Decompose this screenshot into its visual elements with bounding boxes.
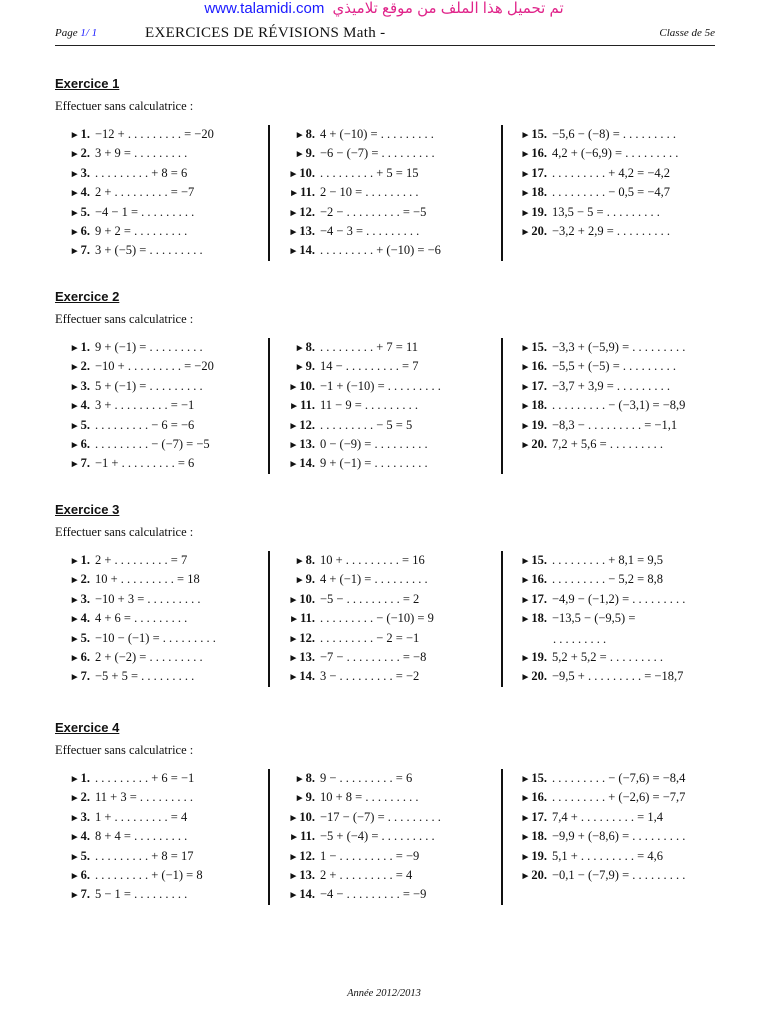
item-expression: 2 + . . . . . . . . . = 4 [320, 867, 413, 882]
item-expression: 9 + (−1) = . . . . . . . . . [320, 456, 428, 471]
item-expression: 10 + 8 = . . . . . . . . . [320, 790, 419, 805]
item-expression: . . . . . . . . . + 8 = 6 [95, 165, 188, 180]
item-number: ► 16. [515, 357, 547, 377]
item-number: ► 9. [283, 357, 315, 377]
item-expression: −3,3 + (−5,9) = . . . . . . . . . [552, 340, 686, 354]
item-expression: 10 + . . . . . . . . . = 18 [95, 572, 200, 587]
exercise-columns [55, 551, 720, 691]
item-expression: −4 − 1 = . . . . . . . . . [95, 204, 195, 219]
column-2 [283, 338, 498, 474]
page-number-link[interactable]: 1/ 1 [80, 27, 98, 39]
item-number: ► 13. [283, 222, 315, 242]
exercise-item [60, 866, 275, 885]
column-3 [515, 125, 730, 241]
exercise-item [515, 416, 730, 435]
item-expression: . . . . . . . . . − (−7) = −5 [95, 436, 210, 451]
item-number: ► 2. [60, 357, 90, 377]
exercise-item [283, 183, 498, 202]
item-expression: −10 − (−1) = . . . . . . . . . [95, 630, 216, 645]
item-expression: . . . . . . . . . − (−7,6) = −8,4 [552, 771, 686, 785]
exercise-item [283, 827, 498, 846]
exercise-item [60, 769, 275, 788]
item-expression: 3 + 9 = . . . . . . . . . [95, 146, 188, 161]
exercise-item [515, 125, 730, 144]
exercise-item [515, 609, 730, 648]
exercise-item [283, 203, 498, 222]
exercise-item [515, 769, 730, 788]
exercise-item [515, 667, 730, 686]
item-expression: 13,5 − 5 = . . . . . . . . . [552, 204, 660, 219]
item-expression: −4 − . . . . . . . . . = −9 [320, 887, 427, 902]
exercise-item [60, 203, 275, 222]
item-number: ► 10. [283, 164, 315, 184]
exercise-columns [55, 125, 720, 265]
item-expression: . . . . . . . . . − (−10) = 9 [320, 611, 434, 626]
exercise-item [515, 808, 730, 827]
item-expression: −17 − (−7) = . . . . . . . . . [320, 809, 441, 824]
item-number: ► 8. [283, 551, 315, 571]
item-number: ► 11. [283, 609, 315, 629]
item-number: ► 18. [515, 609, 547, 629]
item-expression: 2 + . . . . . . . . . = 7 [95, 553, 188, 567]
exercise-3 [55, 501, 720, 684]
item-number: ► 5. [60, 203, 90, 223]
column-divider [501, 125, 503, 261]
item-expression: −5 − . . . . . . . . . = 2 [320, 591, 420, 606]
item-number: ► 3. [60, 377, 90, 397]
item-number: ► 18. [515, 396, 547, 416]
item-number: ► 2. [60, 570, 90, 590]
exercise-instruction: Effectuer sans calculatrice : [55, 312, 194, 326]
exercise-item [60, 629, 275, 648]
item-expression: 9 + 2 = . . . . . . . . . [95, 223, 188, 238]
exercise-item [60, 827, 275, 846]
item-number: ► 12. [283, 629, 315, 649]
item-expression: 3 − . . . . . . . . . = −2 [320, 669, 420, 684]
item-expression: 5,2 + 5,2 = . . . . . . . . . [552, 649, 663, 664]
item-number: ► 6. [60, 435, 90, 455]
exercise-item [60, 222, 275, 241]
exercise-item [60, 847, 275, 866]
item-expression: −13,5 − (−9,5) = [552, 611, 636, 626]
exercise-item [60, 164, 275, 183]
item-number: ► 11. [283, 183, 315, 203]
item-expression: . . . . . . . . . + 6 = −1 [95, 771, 195, 785]
exercise-item [60, 357, 275, 376]
item-number: ► 3. [60, 164, 90, 184]
item-number: ► 6. [60, 648, 90, 668]
item-expression-continued: . . . . . . . . . [553, 631, 607, 646]
column-1 [60, 338, 275, 474]
item-number: ► 19. [515, 648, 547, 668]
exercise-item [515, 648, 730, 667]
exercise-item [60, 609, 275, 628]
item-number: ► 12. [283, 203, 315, 223]
item-expression: −8,3 − . . . . . . . . . = −1,1 [552, 417, 678, 432]
column-1 [60, 769, 275, 905]
exercise-item [515, 435, 730, 454]
item-expression: −5 + 5 = . . . . . . . . . [95, 669, 195, 684]
exercise-item [283, 338, 498, 357]
item-number: ► 17. [515, 590, 547, 610]
item-number: ► 20. [515, 866, 547, 886]
item-number: ► 1. [60, 551, 90, 571]
exercise-instruction: Effectuer sans calculatrice : [55, 99, 194, 113]
item-expression: −6 − (−7) = . . . . . . . . . [320, 146, 435, 161]
item-number: ► 3. [60, 590, 90, 610]
site-banner [0, 0, 768, 18]
item-expression: 8 + 4 = . . . . . . . . . [95, 829, 188, 844]
item-expression: −3,7 + 3,9 = . . . . . . . . . [552, 378, 671, 393]
item-number: ► 13. [283, 648, 315, 668]
exercise-item [283, 125, 498, 144]
item-number: ► 18. [515, 183, 547, 203]
item-number: ► 5. [60, 847, 90, 867]
item-expression: 7,4 + . . . . . . . . . = 1,4 [552, 809, 663, 824]
item-expression: . . . . . . . . . + (−10) = −6 [320, 243, 441, 258]
download-notice: تم تحميل هذا الملف من موقع تلاميذي [332, 0, 564, 17]
item-number: ► 20. [515, 222, 547, 242]
exercise-columns [55, 769, 720, 909]
exercise-item [283, 885, 498, 904]
item-expression: . . . . . . . . . − (−3,1) = −8,9 [552, 398, 686, 413]
exercise-item [283, 788, 498, 807]
item-number: ► 19. [515, 416, 547, 436]
exercise-item [283, 377, 498, 396]
column-divider [501, 551, 503, 687]
exercise-item [515, 570, 730, 589]
item-number: ► 11. [283, 396, 315, 416]
item-expression: 1 − . . . . . . . . . = −9 [320, 848, 420, 863]
exercise-item [515, 222, 730, 241]
column-2 [283, 769, 498, 905]
item-number: ► 13. [283, 866, 315, 886]
exercise-item [515, 827, 730, 846]
item-expression: 3 + . . . . . . . . . = −1 [95, 398, 195, 413]
exercise-item [60, 648, 275, 667]
item-expression: −0,1 − (−7,9) = . . . . . . . . . [552, 867, 686, 882]
item-number: ► 14. [283, 885, 315, 905]
item-expression: 4 + (−1) = . . . . . . . . . [320, 572, 428, 587]
item-expression: −1 + (−10) = . . . . . . . . . [320, 378, 441, 393]
exercise-columns [55, 338, 720, 478]
exercise-item [515, 338, 730, 357]
column-divider [501, 769, 503, 905]
item-number: ► 19. [515, 203, 547, 223]
exercise-item [283, 435, 498, 454]
item-number: ► 20. [515, 435, 547, 455]
item-number: ► 5. [60, 416, 90, 436]
exercise-item [515, 357, 730, 376]
item-expression: 9 − . . . . . . . . . = 6 [320, 771, 413, 785]
item-number: ► 14. [283, 241, 315, 261]
item-expression: −1 + . . . . . . . . . = 6 [95, 456, 195, 471]
item-number: ► 12. [283, 416, 315, 436]
item-expression: . . . . . . . . . − 2 = −1 [320, 630, 420, 645]
exercise-item [60, 590, 275, 609]
exercise-item [515, 866, 730, 885]
column-2 [283, 125, 498, 261]
exercise-item [283, 808, 498, 827]
exercise-item [283, 667, 498, 686]
exercise-item [60, 570, 275, 589]
exercise-item [283, 847, 498, 866]
exercise-item [515, 788, 730, 807]
item-number: ► 18. [515, 827, 547, 847]
item-number: ► 17. [515, 377, 547, 397]
item-expression: −5 + (−4) = . . . . . . . . . [320, 829, 435, 844]
item-expression: . . . . . . . . . + 8 = 17 [95, 848, 194, 863]
item-expression: 11 + 3 = . . . . . . . . . [95, 790, 194, 805]
exercise-item [515, 203, 730, 222]
page-indicator [55, 27, 97, 39]
item-number: ► 2. [60, 144, 90, 164]
exercise-1 [55, 75, 720, 258]
exercise-item [60, 885, 275, 904]
item-expression: 4 + (−10) = . . . . . . . . . [320, 127, 434, 141]
item-expression: −5,6 − (−8) = . . . . . . . . . [552, 127, 677, 141]
column-1 [60, 125, 275, 261]
item-number: ► 5. [60, 629, 90, 649]
item-expression: −10 + 3 = . . . . . . . . . [95, 591, 201, 606]
item-number: ► 12. [283, 847, 315, 867]
item-number: ► 8. [283, 125, 315, 145]
exercise-item [515, 590, 730, 609]
item-expression: 5 − 1 = . . . . . . . . . [95, 887, 188, 902]
item-expression: −5,5 + (−5) = . . . . . . . . . [552, 359, 677, 374]
exercise-item [283, 590, 498, 609]
item-expression: −4 − 3 = . . . . . . . . . [320, 223, 420, 238]
item-expression: . . . . . . . . . + 7 = 11 [320, 340, 419, 354]
item-number: ► 6. [60, 222, 90, 242]
item-number: ► 7. [60, 241, 90, 261]
item-expression: . . . . . . . . . − 0,5 = −4,7 [552, 185, 671, 200]
item-expression: . . . . . . . . . − 6 = −6 [95, 417, 195, 432]
item-expression: . . . . . . . . . + 4,2 = −4,2 [552, 165, 671, 180]
exercise-item [283, 222, 498, 241]
exercise-item [60, 808, 275, 827]
exercise-item [515, 164, 730, 183]
exercise-item [283, 396, 498, 415]
page-label: Page [55, 27, 78, 39]
item-number: ► 10. [283, 590, 315, 610]
item-number: ► 17. [515, 164, 547, 184]
exercise-item [60, 183, 275, 202]
exercise-item [60, 454, 275, 473]
item-expression: 5,1 + . . . . . . . . . = 4,6 [552, 848, 663, 863]
item-expression: 14 − . . . . . . . . . = 7 [320, 359, 419, 374]
item-number: ► 19. [515, 847, 547, 867]
document-title: EXERCICES DE RÉVISIONS Math - [145, 25, 386, 41]
column-3 [515, 551, 730, 687]
item-number: ► 9. [283, 570, 315, 590]
item-number: ► 14. [283, 454, 315, 474]
column-1 [60, 551, 275, 687]
item-number: ► 4. [60, 827, 90, 847]
item-number: ► 7. [60, 667, 90, 687]
exercise-item [283, 357, 498, 376]
site-url-link[interactable]: www.talamidi.com [204, 0, 325, 17]
column-3 [515, 769, 730, 885]
column-3 [515, 338, 730, 454]
item-number: ► 20. [515, 667, 547, 687]
item-number: ► 4. [60, 609, 90, 629]
footer-year: Année 2012/2013 [347, 988, 421, 999]
item-expression: 2 + (−2) = . . . . . . . . . [95, 649, 203, 664]
item-expression: 3 + (−5) = . . . . . . . . . [95, 243, 203, 258]
item-number: ► 13. [283, 435, 315, 455]
item-number: ► 4. [60, 396, 90, 416]
exercise-item [283, 866, 498, 885]
exercise-item [60, 338, 275, 357]
exercise-item [60, 241, 275, 260]
item-expression: −3,2 + 2,9 = . . . . . . . . . [552, 223, 671, 238]
exercise-item [515, 847, 730, 866]
exercise-item [283, 609, 498, 628]
exercise-item [60, 667, 275, 686]
item-number: ► 15. [515, 338, 547, 358]
item-expression: 5 + (−1) = . . . . . . . . . [95, 378, 203, 393]
exercise-item [60, 144, 275, 163]
item-expression: 10 + . . . . . . . . . = 16 [320, 553, 425, 567]
exercise-item [515, 144, 730, 163]
item-expression: . . . . . . . . . + 8,1 = 9,5 [552, 553, 663, 567]
item-expression: −12 + . . . . . . . . . = −20 [95, 127, 214, 141]
exercise-4 [55, 719, 720, 902]
item-expression: . . . . . . . . . − 5 = 5 [320, 417, 413, 432]
exercise-item [283, 164, 498, 183]
exercise-2 [55, 288, 720, 471]
item-number: ► 16. [515, 570, 547, 590]
item-number: ► 11. [283, 827, 315, 847]
item-number: ► 15. [515, 769, 547, 789]
exercise-item [283, 144, 498, 163]
exercise-item [283, 629, 498, 648]
item-expression: 2 − 10 = . . . . . . . . . [320, 185, 419, 200]
exercise-item [60, 125, 275, 144]
exercise-item [60, 377, 275, 396]
exercise-title: Exercice 3 [55, 502, 120, 517]
exercise-item [515, 551, 730, 570]
exercise-item [60, 435, 275, 454]
exercise-instruction: Effectuer sans calculatrice : [55, 525, 194, 539]
item-number: ► 16. [515, 788, 547, 808]
item-expression: . . . . . . . . . + 5 = 15 [320, 165, 419, 180]
exercise-item [283, 769, 498, 788]
exercise-item [60, 396, 275, 415]
exercise-item [283, 454, 498, 473]
item-expression: 2 + . . . . . . . . . = −7 [95, 185, 195, 200]
item-expression: 0 − (−9) = . . . . . . . . . [320, 436, 428, 451]
class-label: Classe de 5e [659, 27, 715, 39]
item-expression: 4 + 6 = . . . . . . . . . [95, 611, 188, 626]
item-number: ► 2. [60, 788, 90, 808]
item-number: ► 4. [60, 183, 90, 203]
item-number: ► 16. [515, 144, 547, 164]
exercise-item [283, 241, 498, 260]
item-number: ► 3. [60, 808, 90, 828]
exercise-item [60, 416, 275, 435]
item-number: ► 7. [60, 885, 90, 905]
item-number: ► 15. [515, 125, 547, 145]
item-number: ► 6. [60, 866, 90, 886]
exercise-item [515, 183, 730, 202]
exercise-item [60, 551, 275, 570]
exercise-item [515, 396, 730, 415]
exercise-item [283, 416, 498, 435]
exercise-title: Exercice 4 [55, 720, 120, 735]
item-number: ► 1. [60, 338, 90, 358]
item-expression: 4,2 + (−6,9) = . . . . . . . . . [552, 146, 679, 161]
item-number: ► 14. [283, 667, 315, 687]
item-expression: −10 + . . . . . . . . . = −20 [95, 359, 214, 374]
item-expression: . . . . . . . . . + (−2,6) = −7,7 [552, 790, 686, 805]
item-expression: −2 − . . . . . . . . . = −5 [320, 204, 427, 219]
item-number: ► 9. [283, 144, 315, 164]
exercise-item [283, 648, 498, 667]
column-2 [283, 551, 498, 687]
item-expression: 1 + . . . . . . . . . = 4 [95, 809, 188, 824]
item-number: ► 1. [60, 769, 90, 789]
page-header [55, 25, 715, 46]
exercise-title: Exercice 1 [55, 76, 120, 91]
item-number: ► 8. [283, 769, 315, 789]
exercise-instruction: Effectuer sans calculatrice : [55, 743, 194, 757]
exercise-title: Exercice 2 [55, 289, 120, 304]
item-number: ► 9. [283, 788, 315, 808]
exercise-item [283, 551, 498, 570]
item-number: ► 10. [283, 808, 315, 828]
exercise-item [283, 570, 498, 589]
item-number: ► 10. [283, 377, 315, 397]
exercise-item [60, 788, 275, 807]
exercise-item [515, 377, 730, 396]
item-number: ► 8. [283, 338, 315, 358]
column-divider [501, 338, 503, 474]
item-expression: . . . . . . . . . − 5,2 = 8,8 [552, 572, 663, 587]
item-number: ► 15. [515, 551, 547, 571]
item-number: ► 7. [60, 454, 90, 474]
item-expression: 7,2 + 5,6 = . . . . . . . . . [552, 436, 663, 451]
item-expression: −9,5 + . . . . . . . . . = −18,7 [552, 669, 684, 684]
item-expression: −4,9 − (−1,2) = . . . . . . . . . [552, 591, 686, 606]
item-number: ► 17. [515, 808, 547, 828]
item-number: ► 1. [60, 125, 90, 145]
item-expression: −9,9 + (−8,6) = . . . . . . . . . [552, 829, 686, 844]
item-expression: 9 + (−1) = . . . . . . . . . [95, 340, 203, 354]
item-expression: −7 − . . . . . . . . . = −8 [320, 649, 427, 664]
item-expression: 11 − 9 = . . . . . . . . . [320, 398, 419, 413]
item-expression: . . . . . . . . . + (−1) = 8 [95, 867, 203, 882]
